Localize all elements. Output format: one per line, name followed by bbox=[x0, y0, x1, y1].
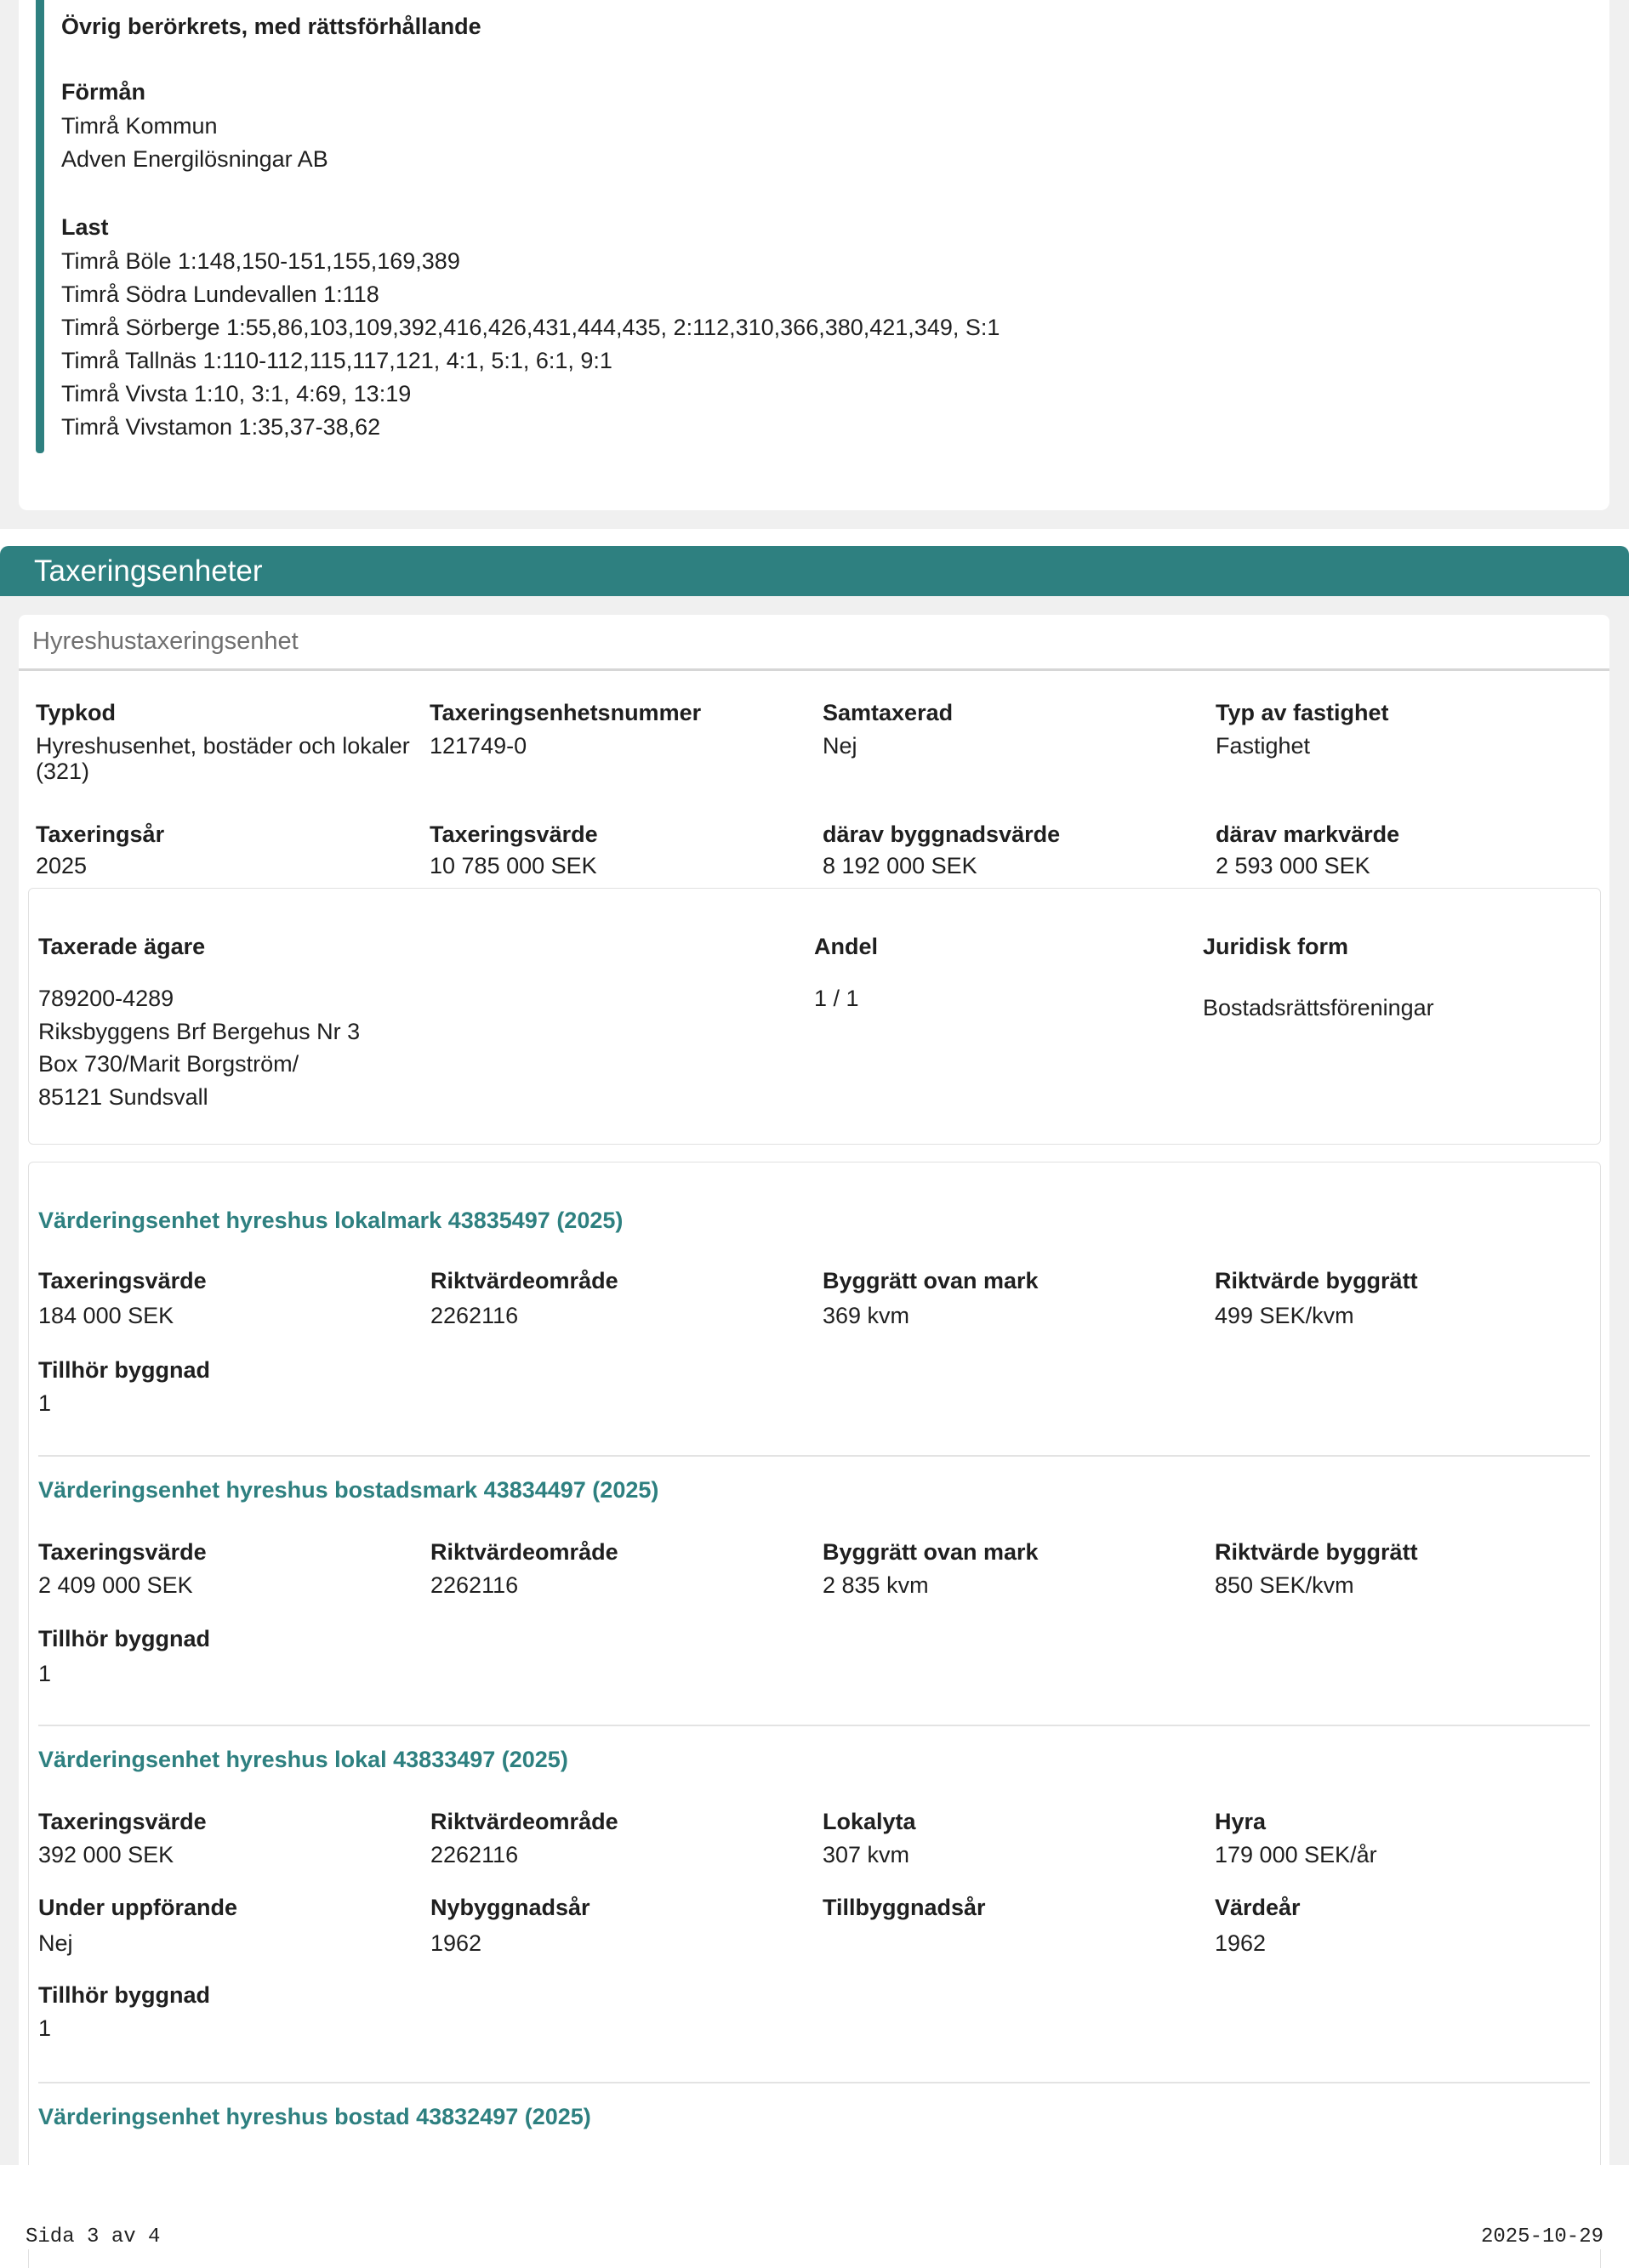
ve2-label: Byggrätt ovan mark bbox=[823, 1539, 1039, 1565]
ve3-label: Nybyggnadsår bbox=[430, 1895, 590, 1920]
forman-label: Förmån bbox=[61, 79, 146, 105]
page-number: Sida 3 av 4 bbox=[26, 2225, 161, 2248]
last-item: Timrå Böle 1:148,150-151,155,169,389 bbox=[61, 248, 460, 274]
ve2-value: 2 835 kvm bbox=[823, 1572, 929, 1598]
andel-label: Andel bbox=[814, 934, 879, 959]
ve1-label: Tillhör byggnad bbox=[38, 1357, 210, 1383]
section-title: Taxeringsenheter bbox=[34, 554, 263, 588]
forman-item: Adven Energilösningar AB bbox=[61, 146, 328, 172]
ve2-value: 2262116 bbox=[430, 1572, 519, 1598]
ve3-label: Lokalyta bbox=[823, 1809, 916, 1834]
ve2-label: Tillhör byggnad bbox=[38, 1626, 210, 1651]
ve1-label: Riktvärdeområde bbox=[430, 1268, 618, 1293]
typ-value: Fastighet bbox=[1216, 733, 1311, 759]
typ-label: Typ av fastighet bbox=[1216, 700, 1389, 725]
samtaxerad-value: Nej bbox=[823, 733, 857, 759]
ve2-value: 2 409 000 SEK bbox=[38, 1572, 193, 1598]
ve1-value: 1 bbox=[38, 1390, 52, 1416]
ve3-label: Tillhör byggnad bbox=[38, 1982, 210, 2008]
forman-item: Timrå Kommun bbox=[61, 113, 218, 139]
ve3-value: Nej bbox=[38, 1930, 73, 1956]
ve3-value: 1962 bbox=[430, 1930, 482, 1956]
valuation-unit-title: Värderingsenhet hyreshus bostadsmark 43834497 (2025) bbox=[38, 1477, 659, 1503]
ve3-value: 2262116 bbox=[430, 1842, 519, 1867]
last-item: Timrå Sörberge 1:55,86,103,109,392,416,426,431,444,435, 2:112,310,366,380,421,349, S:1 bbox=[61, 315, 1000, 340]
mark-label: därav markvärde bbox=[1216, 821, 1400, 847]
ve3-value: 179 000 SEK/år bbox=[1215, 1842, 1377, 1867]
typkod-value: Hyreshusenhet, bostäder och lokaler (321) bbox=[36, 733, 410, 784]
valuation-unit-title: Värderingsenhet hyreshus lokalmark 43835497 (2025) bbox=[38, 1208, 624, 1233]
ve1-value: 369 kvm bbox=[823, 1303, 910, 1328]
valuation-divider bbox=[38, 1455, 1590, 1457]
ve1-label: Byggrätt ovan mark bbox=[823, 1268, 1039, 1293]
rights-card bbox=[19, 0, 1609, 510]
last-item: Timrå Tallnäs 1:110-112,115,117,121, 4:1, 5:1, 6:1, 9:1 bbox=[61, 348, 612, 373]
juridisk-form-value: Bostadsrättsföreningar bbox=[1203, 995, 1434, 1020]
ve1-value: 2262116 bbox=[430, 1303, 519, 1328]
varde-value: 10 785 000 SEK bbox=[430, 853, 597, 878]
rights-accent-bar bbox=[36, 0, 44, 453]
ve1-label: Riktvärde byggrätt bbox=[1215, 1268, 1418, 1293]
ve3-value: 392 000 SEK bbox=[38, 1842, 174, 1867]
last-item: Timrå Vivsta 1:10, 3:1, 4:69, 13:19 bbox=[61, 381, 412, 406]
samtaxerad-label: Samtaxerad bbox=[823, 700, 954, 725]
rights-title: Övrig berörkrets, med rättsförhållande bbox=[61, 14, 481, 39]
valuation-unit-title: Värderingsenhet hyreshus bostad 43832497 (2025) bbox=[38, 2104, 591, 2129]
valuation-units-box bbox=[28, 1162, 1601, 2268]
ve2-label: Riktvärde byggrätt bbox=[1215, 1539, 1418, 1565]
print-date: 2025-10-29 bbox=[1480, 2225, 1603, 2248]
ar-label: Taxeringsår bbox=[36, 821, 165, 847]
varde-label: Taxeringsvärde bbox=[430, 821, 598, 847]
bygg-value: 8 192 000 SEK bbox=[823, 853, 977, 878]
last-label: Last bbox=[61, 214, 109, 240]
ve3-label: Under uppförande bbox=[38, 1895, 237, 1920]
ve3-label: Riktvärdeområde bbox=[430, 1809, 618, 1834]
nummer-value: 121749-0 bbox=[430, 733, 527, 759]
last-item: Timrå Vivstamon 1:35,37-38,62 bbox=[61, 414, 381, 440]
section-header bbox=[0, 546, 1629, 596]
ve1-label: Taxeringsvärde bbox=[38, 1268, 207, 1293]
ve2-label: Taxeringsvärde bbox=[38, 1539, 207, 1565]
ve2-value: 1 bbox=[38, 1661, 52, 1686]
owner-name: Riksbyggens Brf Bergehus Nr 3 bbox=[38, 1019, 361, 1044]
ve1-value: 184 000 SEK bbox=[38, 1303, 174, 1328]
valuation-unit-title: Värderingsenhet hyreshus lokal 43833497 (2025) bbox=[38, 1747, 568, 1772]
subtitle-divider bbox=[19, 668, 1609, 671]
ve3-label: Värdeår bbox=[1215, 1895, 1301, 1920]
ar-value: 2025 bbox=[36, 853, 88, 878]
owner-city: 85121 Sundsvall bbox=[38, 1084, 208, 1110]
ve1-value: 499 SEK/kvm bbox=[1215, 1303, 1354, 1328]
ve2-value: 850 SEK/kvm bbox=[1215, 1572, 1354, 1598]
mark-value: 2 593 000 SEK bbox=[1216, 853, 1370, 878]
ve3-label: Taxeringsvärde bbox=[38, 1809, 207, 1834]
unit-subtitle: Hyreshustaxeringsenhet bbox=[32, 628, 299, 655]
juridisk-form-label: Juridisk form bbox=[1203, 934, 1349, 959]
bygg-label: därav byggnadsvärde bbox=[823, 821, 1061, 847]
ve3-value: 1962 bbox=[1215, 1930, 1267, 1956]
valuation-divider bbox=[38, 1725, 1590, 1726]
owner-label: Taxerade ägare bbox=[38, 934, 206, 959]
owner-address: Box 730/Marit Borgström/ bbox=[38, 1051, 299, 1077]
andel-value: 1 / 1 bbox=[814, 986, 859, 1011]
ve3-value: 307 kvm bbox=[823, 1842, 910, 1867]
ve2-label: Riktvärdeområde bbox=[430, 1539, 618, 1565]
owner-orgnr: 789200-4289 bbox=[38, 986, 174, 1011]
ve3-value: 1 bbox=[38, 2015, 52, 2041]
footer-area bbox=[0, 2165, 1629, 2249]
last-item: Timrå Södra Lundevallen 1:118 bbox=[61, 281, 379, 307]
typkod-label: Typkod bbox=[36, 700, 116, 725]
ve3-label: Hyra bbox=[1215, 1809, 1267, 1834]
nummer-label: Taxeringsenhetsnummer bbox=[430, 700, 702, 725]
valuation-divider bbox=[38, 2082, 1590, 2083]
ve3-label: Tillbyggnadsår bbox=[823, 1895, 986, 1920]
